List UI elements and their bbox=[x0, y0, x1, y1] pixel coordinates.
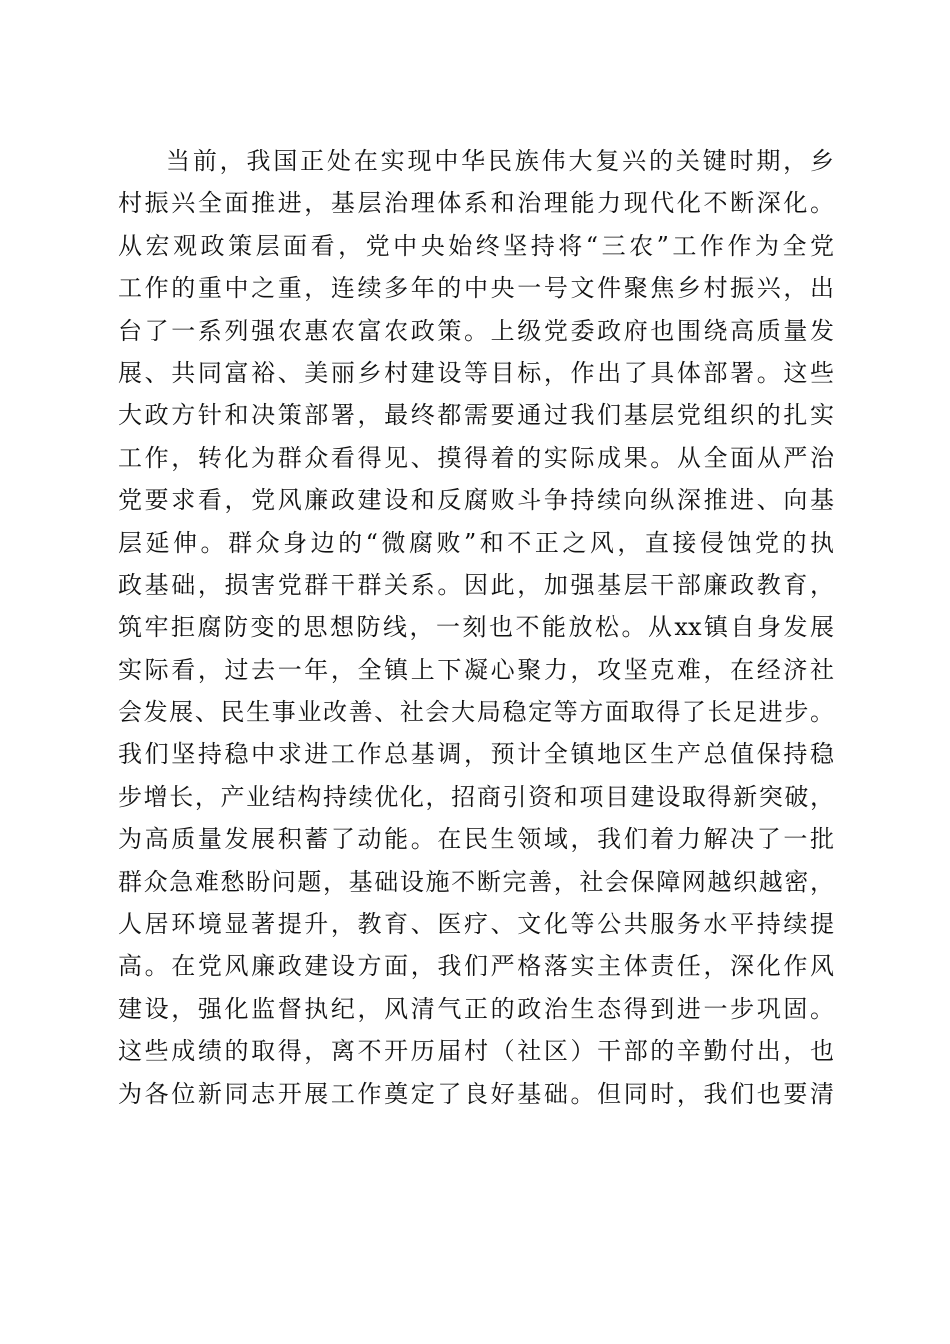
text-line: 展、共同富裕、美丽乡村建设等目标，作出了具体部署。这些 bbox=[118, 358, 834, 387]
body-paragraph bbox=[118, 140, 834, 1115]
text-line: 会发展、民生事业改善、社会大局稳定等方面取得了长足进步。 bbox=[118, 698, 834, 727]
text-line: 工作的重中之重，连续多年的中央一号文件聚焦乡村振兴，出 bbox=[118, 274, 834, 303]
text-line: 这些成绩的取得，离不开历届村（社区）干部的辛勤付出，也 bbox=[118, 1037, 834, 1066]
text-line: 为高质量发展积蓄了动能。在民生领域，我们着力解决了一批 bbox=[118, 825, 834, 854]
text-line: 党要求看，党风廉政建设和反腐败斗争持续向纵深推进、向基 bbox=[118, 486, 834, 515]
text-line: 政基础，损害党群干群关系。因此，加强基层干部廉政教育， bbox=[118, 570, 834, 599]
text-line: 群众急难愁盼问题，基础设施不断完善，社会保障网越织越密， bbox=[118, 867, 834, 896]
text-line: 村振兴全面推进，基层治理体系和治理能力现代化不断深化。 bbox=[118, 189, 834, 218]
text-line: 建设，强化监督执纪，风清气正的政治生态得到进一步巩固。 bbox=[118, 994, 834, 1023]
text-line: 从宏观政策层面看，党中央始终坚持将“三农”工作作为全党 bbox=[118, 231, 834, 260]
text-line: 大政方针和决策部署，最终都需要通过我们基层党组织的扎实 bbox=[118, 401, 834, 430]
text-line: 我们坚持稳中求进工作总基调，预计全镇地区生产总值保持稳 bbox=[118, 740, 834, 769]
text-line: 筑牢拒腐防变的思想防线，一刻也不能放松。从xx镇自身发展 bbox=[118, 613, 834, 642]
text-line: 高。在党风廉政建设方面，我们严格落实主体责任，深化作风 bbox=[118, 952, 834, 981]
text-line: 当前，我国正处在实现中华民族伟大复兴的关键时期，乡 bbox=[166, 147, 834, 175]
text-line: 台了一系列强农惠农富农政策。上级党委政府也围绕高质量发 bbox=[118, 316, 834, 345]
text-line: 实际看，过去一年，全镇上下凝心聚力，攻坚克难，在经济社 bbox=[118, 655, 834, 684]
text-line: 为各位新同志开展工作奠定了良好基础。但同时，我们也要清 bbox=[118, 1079, 834, 1108]
text-line: 人居环境显著提升，教育、医疗、文化等公共服务水平持续提 bbox=[118, 910, 834, 939]
text-line: 层延伸。群众身边的“微腐败”和不正之风，直接侵蚀党的执 bbox=[118, 528, 834, 557]
text-line: 步增长，产业结构持续优化，招商引资和项目建设取得新突破， bbox=[118, 782, 834, 811]
text-line: 工作，转化为群众看得见、摸得着的实际成果。从全面从严治 bbox=[118, 443, 834, 472]
